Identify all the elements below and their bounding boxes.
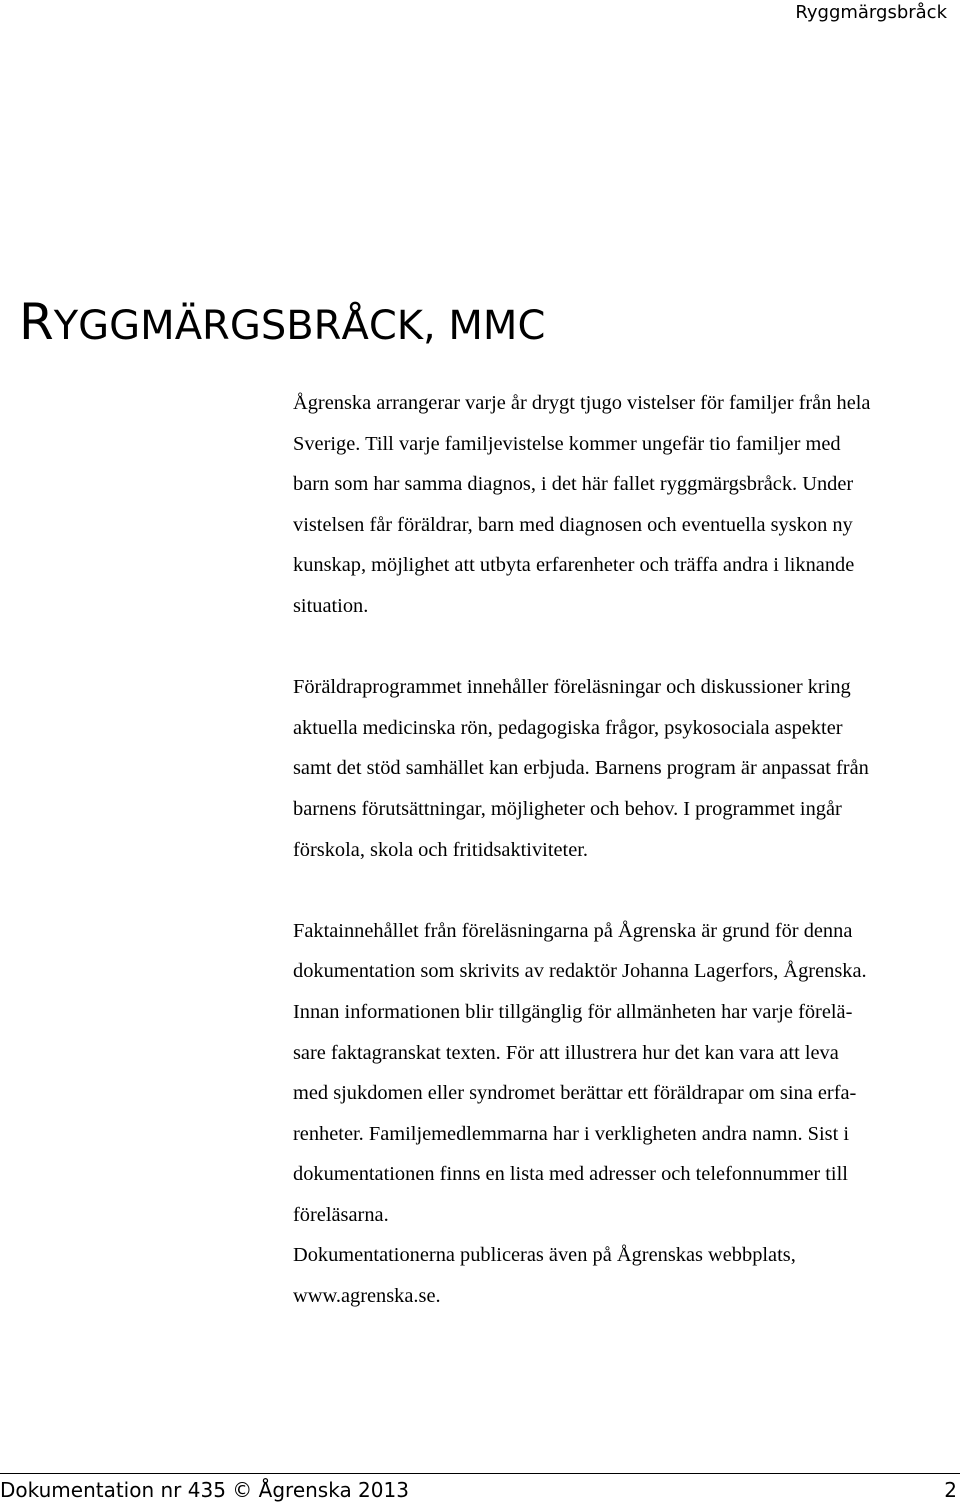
text-line: sare faktagranskat texten. För att illustrera hur det kan vara att leva bbox=[293, 1041, 839, 1064]
page-title bbox=[19, 292, 545, 358]
text-line: Dokumentationerna publiceras även på Ågrenskas webbplats, bbox=[293, 1244, 796, 1267]
text-line: vistelsen får föräldrar, barn med diagnosen och eventuella syskon ny bbox=[293, 513, 853, 536]
text-line: föreläsarna. bbox=[293, 1203, 389, 1226]
paragraph-facts bbox=[293, 911, 960, 1236]
paragraph-program bbox=[293, 667, 960, 870]
text-line: Föräldraprogrammet innehåller föreläsningar och diskussioner kring bbox=[293, 676, 851, 699]
paragraph-publication bbox=[293, 1235, 960, 1316]
text-line: förskola, skola och fritidsaktiviteter. bbox=[293, 838, 589, 861]
text-line: barn som har samma diagnos, i det här fallet ryggmärgsbråck. Under bbox=[293, 473, 854, 496]
title-initial: R bbox=[19, 293, 54, 351]
text-line: samt det stöd samhället kan erbjuda. Barnens program är anpassat från bbox=[293, 757, 869, 780]
text-line: dokumentation som skrivits av redaktör Johanna Lagerfors, Ågrenska. bbox=[293, 960, 867, 983]
text-line: Faktainnehållet från föreläsningarna på Ågrenska är grund för denna bbox=[293, 919, 853, 942]
page-footer bbox=[0, 1473, 960, 1503]
text-line: Sverige. Till varje familjevistelse kommer ungefär tio familjer med bbox=[293, 432, 841, 455]
text-line: med sjukdomen eller syndromet berättar ett föräldrapar om sina erfa- bbox=[293, 1082, 857, 1105]
footer-text: Dokumentation nr 435 © Ågrenska 2013 bbox=[0, 1478, 409, 1502]
running-header: Ryggmärgsbråck bbox=[795, 2, 947, 23]
text-line: barnens förutsättningar, möjligheter och behov. I programmet ingår bbox=[293, 797, 842, 820]
website-text: www.agrenska.se. bbox=[293, 1285, 441, 1308]
text-line: situation. bbox=[293, 594, 369, 617]
text-line: dokumentationen finns en lista med adresser och telefonnummer till bbox=[293, 1163, 848, 1186]
text-line: renheter. Familjemedlemmarna har i verkligheten andra namn. Sist i bbox=[293, 1122, 850, 1145]
text-line: Ågrenska arrangerar varje år drygt tjugo vistelser för familjer från hela bbox=[293, 392, 871, 414]
text-line: kunskap, möjlighet att utbyta erfarenheter och träffa andra i liknande bbox=[293, 554, 855, 577]
page-number: 2 bbox=[944, 1478, 957, 1502]
title-rest: YGGMÄRGSBRÅCK, MMC bbox=[53, 303, 546, 349]
body-text bbox=[293, 383, 960, 1317]
text-line: aktuella medicinska rön, pedagogiska frågor, psykosociala aspekter bbox=[293, 716, 843, 739]
text-line: Innan informationen blir tillgänglig för allmänheten har varje förelä- bbox=[293, 1000, 853, 1023]
paragraph-intro bbox=[293, 383, 960, 627]
